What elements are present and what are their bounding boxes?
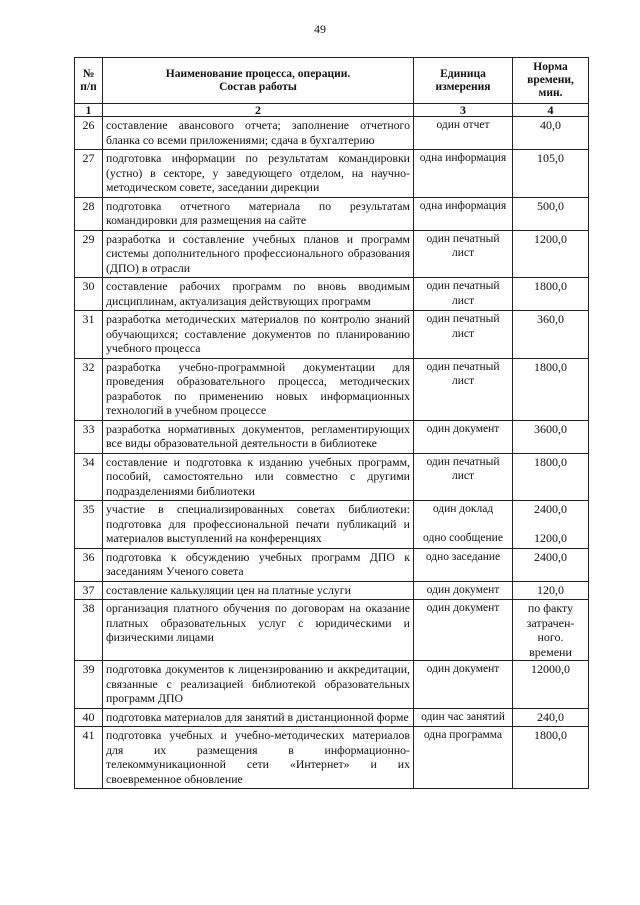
row-process-name: подготовка отчетного материала по результатам командировки для размещения на сайте <box>103 197 414 230</box>
column-index: 2 <box>103 104 414 117</box>
row-process-name: составление и подготовка к изданию учебных программ, пособий, самостоятельно или совместно с другими подразделениями библиотеки <box>103 453 414 501</box>
row-process-name: составление рабочих программ по вновь вводимым дисциплинам, актуализация действующих программ <box>103 278 414 311</box>
row-number: 40 <box>75 708 103 727</box>
row-number: 36 <box>75 548 103 581</box>
row-norm: 120,0 <box>513 581 589 600</box>
row-process-name: разработка методических материалов по контролю знаний обучающихся; составление документов по планированию учебного процесса <box>103 311 414 359</box>
row-norm: 105,0 <box>513 150 589 198</box>
row-process-name: подготовка документов к лицензированию и аккредитации, связанные с реализацией библиотекой образовательных программ ДПО <box>103 661 414 709</box>
table-row <box>75 581 589 600</box>
header-row <box>75 58 589 104</box>
row-unit: один отчет <box>414 117 513 150</box>
table-row <box>75 661 589 709</box>
row-unit: один печатный лист <box>414 230 513 278</box>
table-row <box>75 453 589 501</box>
header-norm: Норма времени, мин. <box>513 58 589 104</box>
row-number: 31 <box>75 311 103 359</box>
row-process-name: разработка учебно-программной документации для проведения образовательного процесса, методических разработок по применению новых информационных технологий в учебном процессе <box>103 358 414 420</box>
row-process-name: подготовка информации по результатам командировки (устно) в секторе, у заведующего отделом, на научно-методическом совете, заседании дирекции <box>103 150 414 198</box>
table-row <box>75 197 589 230</box>
row-unit: один документ <box>414 420 513 453</box>
row-number: 35 <box>75 501 103 549</box>
table-row <box>75 708 589 727</box>
row-process-name: подготовка учебных и учебно-методических материалов для их размещения в информационно-телекоммуникационной сети «Интернет» и их своевременное обновление <box>103 727 414 789</box>
table-row <box>75 230 589 278</box>
row-process-name: составление авансового отчета; заполнение отчетного бланка со всеми приложениями; сдача в бухгалтерию <box>103 117 414 150</box>
row-norm: 2400,0 <box>513 548 589 581</box>
column-index: 1 <box>75 104 103 117</box>
row-number: 33 <box>75 420 103 453</box>
page-number: 49 <box>314 22 326 36</box>
table-row <box>75 501 589 549</box>
table-row <box>75 117 589 150</box>
row-norm: 360,0 <box>513 311 589 359</box>
row-unit: один документ <box>414 581 513 600</box>
row-norm: 1800,0 <box>513 727 589 789</box>
row-number: 30 <box>75 278 103 311</box>
row-unit: одна информация <box>414 197 513 230</box>
header-unit: Единица измерения <box>414 58 513 104</box>
header-number: № п/п <box>75 58 103 104</box>
row-norm: 1800,0 <box>513 453 589 501</box>
row-process-name: подготовка к обсуждению учебных программ ДПО к заседаниям Ученого совета <box>103 548 414 581</box>
row-number: 29 <box>75 230 103 278</box>
row-number: 37 <box>75 581 103 600</box>
row-unit: одно заседание <box>414 548 513 581</box>
table-row <box>75 311 589 359</box>
table-row <box>75 278 589 311</box>
table-row <box>75 358 589 420</box>
row-number: 27 <box>75 150 103 198</box>
row-unit: один печатный лист <box>414 453 513 501</box>
row-number: 39 <box>75 661 103 709</box>
row-norm: 1800,0 <box>513 358 589 420</box>
row-process-name: организация платного обучения по договорам на оказание платных образовательных услуг с юридическими и физическими лицами <box>103 600 414 661</box>
row-unit: один печатный лист <box>414 278 513 311</box>
row-number: 38 <box>75 600 103 661</box>
row-unit: один печатный лист <box>414 311 513 359</box>
row-norm: 12000,0 <box>513 661 589 709</box>
row-norm: 1200,0 <box>513 230 589 278</box>
header-name: Наименование процесса, операции. Состав работы <box>103 58 414 104</box>
table-row <box>75 420 589 453</box>
table-row <box>75 727 589 789</box>
row-unit: одна программа <box>414 727 513 789</box>
row-unit: один печатный лист <box>414 358 513 420</box>
row-process-name: разработка нормативных документов, регламентирующих все виды образовательной деятельности в библиотеке <box>103 420 414 453</box>
column-index: 3 <box>414 104 513 117</box>
row-unit: один доклад одно сообщение <box>414 501 513 549</box>
time-norms-table <box>74 57 589 789</box>
row-number: 41 <box>75 727 103 789</box>
row-process-name: подготовка материалов для занятий в дистанционной форме <box>103 708 414 727</box>
row-number: 34 <box>75 453 103 501</box>
table-body <box>75 117 589 789</box>
table-header <box>75 58 589 117</box>
row-number: 28 <box>75 197 103 230</box>
row-number: 32 <box>75 358 103 420</box>
row-unit: один документ <box>414 600 513 661</box>
row-process-name: участие в специализированных советах библиотеки: подготовка для профессиональной печати публикаций и материалов выступлений на конференциях <box>103 501 414 549</box>
row-norm: 40,0 <box>513 117 589 150</box>
column-index-row <box>75 104 589 117</box>
row-process-name: составление калькуляции цен на платные услуги <box>103 581 414 600</box>
row-norm: 500,0 <box>513 197 589 230</box>
row-unit: один документ <box>414 661 513 709</box>
row-norm: 1800,0 <box>513 278 589 311</box>
table-row <box>75 600 589 661</box>
column-index: 4 <box>513 104 589 117</box>
table-row <box>75 150 589 198</box>
row-process-name: разработка и составление учебных планов и программ системы дополнительного профессионального образования (ДПО) в отрасли <box>103 230 414 278</box>
row-unit: один час занятий <box>414 708 513 727</box>
row-number: 26 <box>75 117 103 150</box>
row-norm: по факту затрачен- ного. времени <box>513 600 589 661</box>
row-unit: одна информация <box>414 150 513 198</box>
row-norm: 2400,0 1200,0 <box>513 501 589 549</box>
row-norm: 3600,0 <box>513 420 589 453</box>
row-norm: 240,0 <box>513 708 589 727</box>
table-row <box>75 548 589 581</box>
